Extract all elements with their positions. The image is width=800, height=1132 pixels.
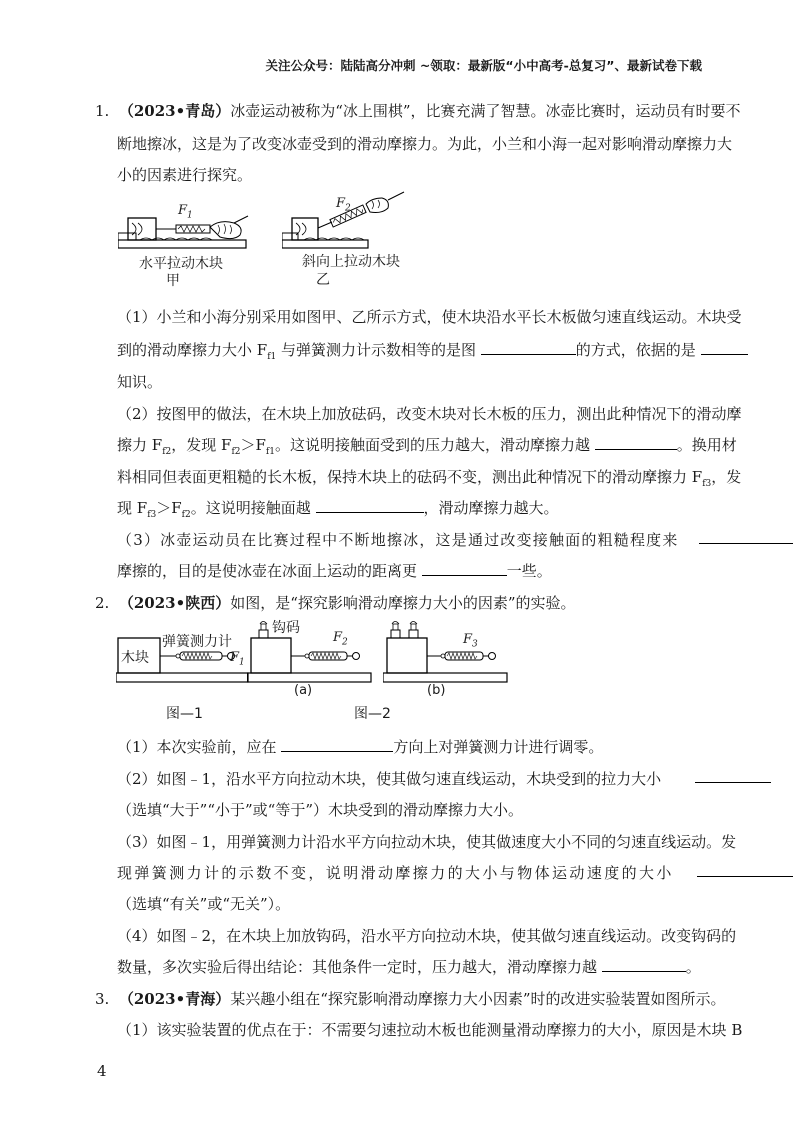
q2-source: （2023•陕西） xyxy=(118,594,231,612)
q1-part3-line1: （3）冰壶运动员在比赛过程中不断地擦冰，这是通过改变接触面的粗糙程度来 xyxy=(117,529,793,550)
q2-part2-line2: （选填“大于”“小于”或“等于”）木块受到的滑动摩擦力大小。 xyxy=(117,801,524,819)
q1-fig-caption-yi-line1: 斜向上拉动木块 xyxy=(302,254,400,270)
q2-fig-caption2: 图—2 xyxy=(354,706,391,722)
q1-fig-caption-yi-line2: 乙 xyxy=(316,272,330,288)
q2-fig-caption1: 图—1 xyxy=(166,706,203,722)
q1-part2-blank2[interactable] xyxy=(316,498,424,513)
q2-number: 2. xyxy=(95,594,110,612)
q2-figure-2b xyxy=(383,616,511,684)
q2-part4-blank[interactable] xyxy=(602,957,686,972)
q2-part1: （1）本次实验前，应在 方向上对弹簧测力计进行调零。 xyxy=(117,738,604,756)
q2-fig-spring-label: 弹簧测力计 xyxy=(162,634,232,650)
q1-part1-line1: （1）小兰和小海分别采用如图甲、乙所示方式，使木块沿水平长木板做匀速直线运动。木块受 xyxy=(117,308,742,326)
q2-fig-b-label: (b) xyxy=(427,683,446,698)
q2-part1-blank[interactable] xyxy=(281,737,393,752)
q1-fig-caption-jia-line2: 甲 xyxy=(166,273,180,289)
q1-fig-caption-jia-line1: 水平拉动木块 xyxy=(139,256,223,272)
q2-fig-weight-label: 钩码 xyxy=(272,620,300,636)
q1-part1-line2: 到的滑动摩擦力大小 $F_{f1}$ 与弹簧测力计示数相等的是图 的方式，依据的是 xyxy=(117,339,748,362)
q1-part1-blank2[interactable] xyxy=(701,340,748,355)
page-header: 关注公众号：陆陆高分冲刺 ~领取：最新版“小中高考-总复习”、最新试卷下载 xyxy=(265,58,702,73)
q1-stem-line2: 断地擦冰，这是为了改变冰壶受到的滑动摩擦力。为此，小兰和小海一起对影响滑动摩擦力大 xyxy=(117,135,733,153)
q1-part3-blank2[interactable] xyxy=(422,561,507,576)
q3-number: 3. xyxy=(95,990,110,1008)
q1-part2-line2: 擦力 $F_{f2}$，发现 $F_{f2}>F_{f1}$。这说明接触面受到的压力越大，滑动摩擦力越 。换用材 xyxy=(117,436,737,457)
q1-fig-force2: $F_2$ xyxy=(336,196,351,214)
q3-source: （2023•青海） xyxy=(118,990,231,1008)
q1-part3-line2: 摩擦的，目的是使冰壶在冰面上运动的距离更 一些。 xyxy=(117,562,552,580)
q1-stem-line3: 小的因素进行探究。 xyxy=(117,166,253,184)
q3-stem-text: 某兴趣小组在“探究影响滑动摩擦力大小因素”时的改进实验装置如图所示。 xyxy=(230,990,726,1008)
q2-part2-blank[interactable] xyxy=(695,768,771,783)
q2-part2-line1: （2）如图﹣1，沿水平方向拉动木块，使其做匀速直线运动，木块受到的拉力大小 xyxy=(117,768,771,789)
q2-stem-text: 如图，是“探究影响滑动摩擦力大小的因素”的实验。 xyxy=(230,594,576,612)
q2-fig-block-label: 木块 xyxy=(121,650,149,666)
q1-stem-text1: 冰壶运动被称为“冰上围棋”，比赛充满了智慧。冰壶比赛时，运动员有时要不 xyxy=(230,102,741,120)
q1-part2-blank1[interactable] xyxy=(595,435,677,450)
q1-source: （2023•青岛） xyxy=(118,102,231,120)
q1-part2-line4: 现 $F_{f3}>F_{f2}$。这说明接触面越 ，滑动摩擦力越大。 xyxy=(117,499,559,520)
q2-part3-line3: （选填“有关”或“无关”）。 xyxy=(117,895,291,913)
q2-fig-f1: $F_1$ xyxy=(230,650,245,668)
page-number: 4 xyxy=(97,1062,107,1080)
q2-part4-line2: 数量，多次实验后得出结论：其他条件一定时，压力越大，滑动摩擦力越 。 xyxy=(117,958,701,976)
q2-stem xyxy=(95,592,576,613)
q1-part2-line3: 料相同但表面更粗糙的长木板，保持木块上的砝码不变，测出此种情况下的滑动摩擦力 $F_{f3}$，发 xyxy=(117,468,742,489)
q1-stem-line1 xyxy=(95,100,741,121)
q1-fig-force1: $F_1$ xyxy=(178,203,193,221)
q1-part3-blank1[interactable] xyxy=(699,529,793,544)
q2-fig-f3: $F_3$ xyxy=(463,632,478,650)
q3-part1: （1）该实验装置的优点在于：不需要匀速拉动木板也能测量滑动摩擦力的大小，原因是木块 B xyxy=(117,1021,743,1039)
q1-number: 1. xyxy=(95,102,110,120)
q1-part2-line1: （2）按图甲的做法，在木块上加放砝码，改变木块对长木板的压力，测出此种情况下的滑动摩 xyxy=(117,405,742,423)
q2-part3-blank[interactable] xyxy=(697,862,793,877)
q1-part1-line3: 知识。 xyxy=(117,373,163,391)
q2-fig-f2: $F_2$ xyxy=(333,630,348,648)
q2-part3-line2: 现弹簧测力计的示数不变，说明滑动摩擦力的大小与物体运动速度的大小 xyxy=(117,862,793,883)
q2-fig-a-label: (a) xyxy=(294,683,313,698)
q3-stem xyxy=(95,988,726,1009)
q2-figure-2a xyxy=(247,618,375,684)
q1-part1-blank1[interactable] xyxy=(481,340,576,355)
q2-part4-line1: （4）如图﹣2，在木块上加放钩码，沿水平方向拉动木块，使其做匀速直线运动。改变钩码的 xyxy=(117,927,737,945)
q2-part3-line1: （3）如图﹣1，用弹簧测力计沿水平方向拉动木块，使其做速度大小不同的匀速直线运动。发 xyxy=(117,833,737,851)
